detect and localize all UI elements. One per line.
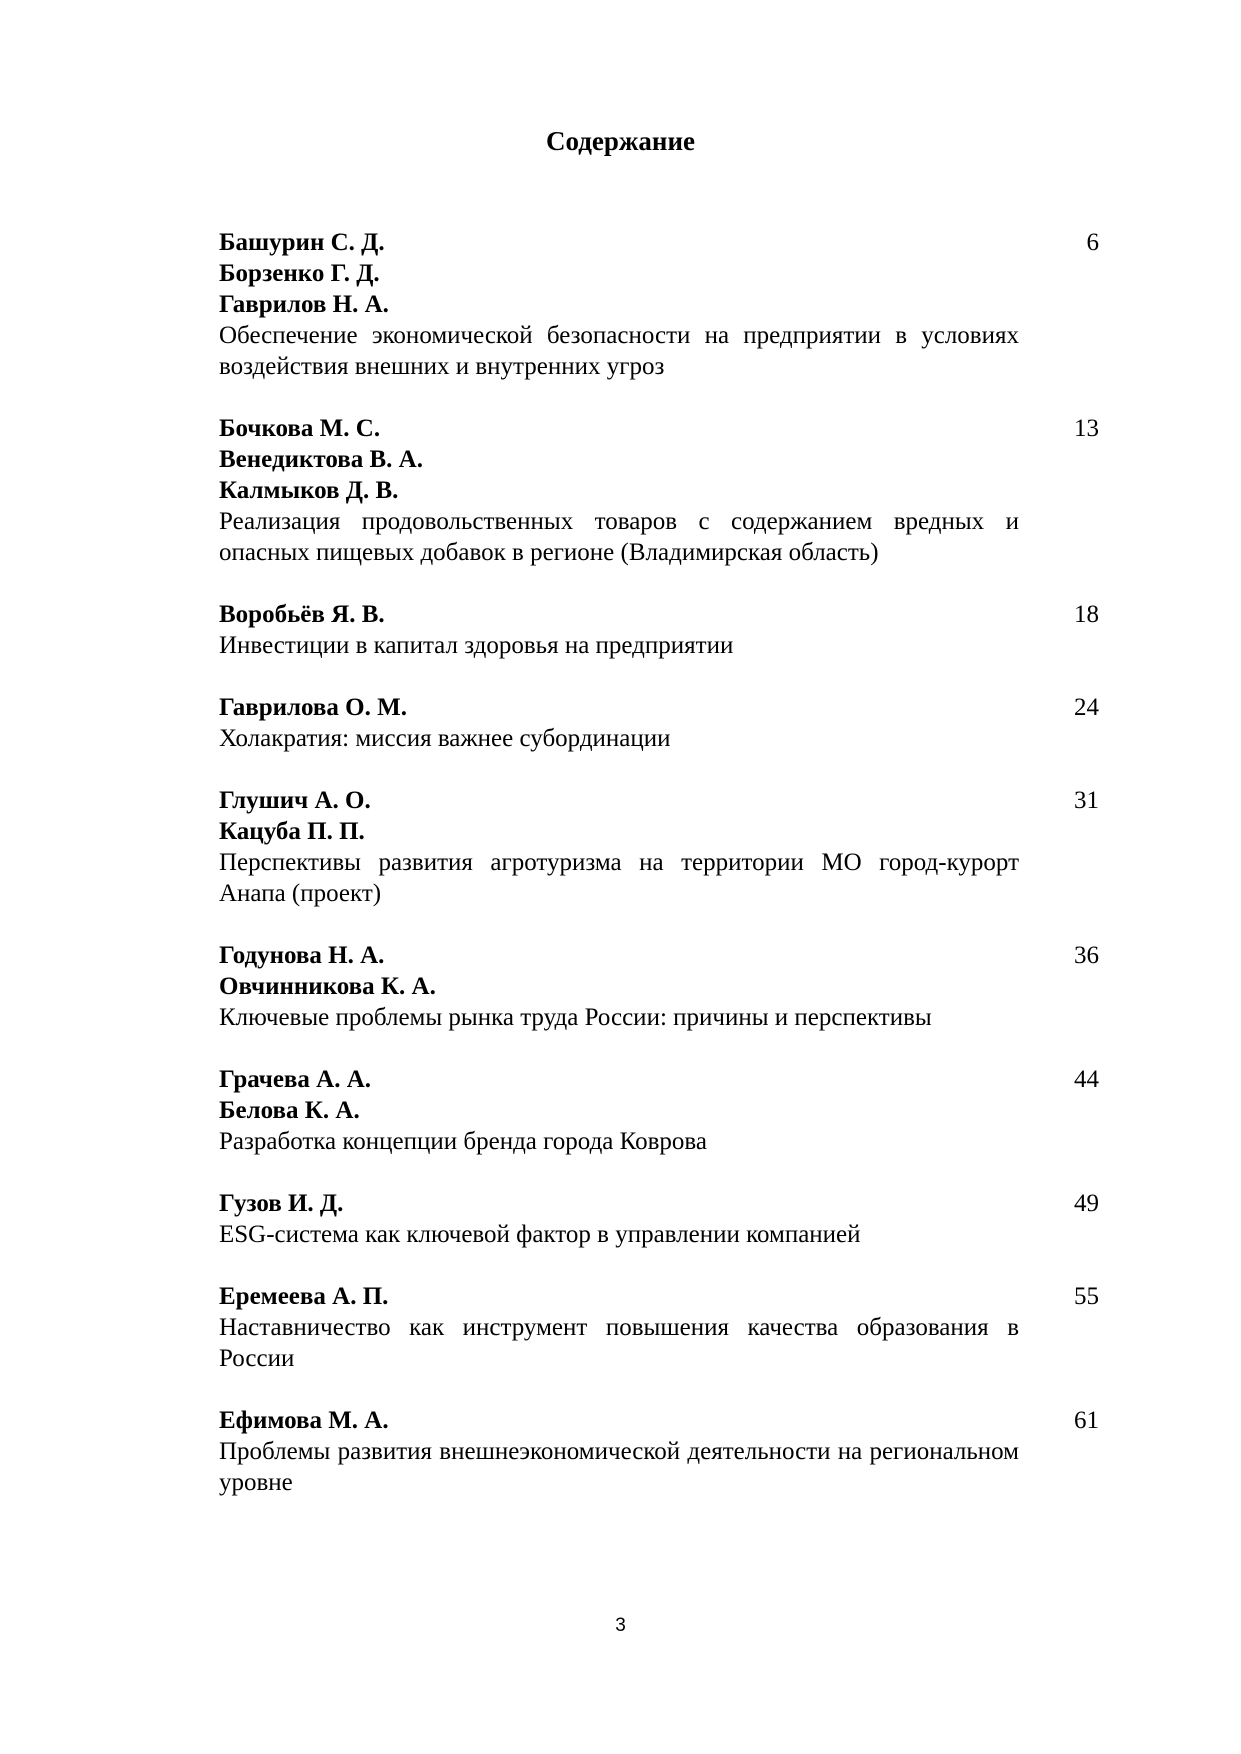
- entry-author: Еремеева А. П.: [219, 1283, 389, 1310]
- entry-authors: [219, 413, 1099, 506]
- entry-title: Ключевые проблемы рынка труда России: причины и перспективы: [219, 1004, 932, 1031]
- entry-page-number: 49: [1074, 1190, 1099, 1217]
- page-title: Содержание: [545, 126, 696, 156]
- entry-author: Борзенко Г. Д.: [219, 260, 380, 287]
- entry-authors: [219, 1405, 1099, 1436]
- entry-author: Гузов И. Д.: [219, 1190, 344, 1217]
- entry-page-number: 31: [1074, 787, 1099, 814]
- toc-entry: [219, 227, 1099, 382]
- entry-title: Реализация продовольственных товаров с содержанием вредных и опасных пищевых добавок в регионе (Владимирская область): [219, 508, 1019, 566]
- toc-entry: [219, 1064, 1099, 1157]
- toc-entry: [219, 1188, 1099, 1250]
- entry-title: Обеспечение экономической безопасности на предприятии в условиях воздействия внешних и внутренних угроз: [219, 322, 1019, 380]
- entry-author: Ефимова М. А.: [219, 1407, 389, 1434]
- entry-authors: [219, 227, 1099, 320]
- entry-author: Калмыков Д. В.: [219, 477, 399, 504]
- entry-author: Венедиктова В. А.: [219, 446, 423, 473]
- entry-authors: [219, 1281, 1099, 1312]
- toc-entry: [219, 1281, 1099, 1374]
- entry-authors: [219, 692, 1099, 723]
- toc-entry: [219, 413, 1099, 568]
- entry-authors: [219, 1188, 1099, 1219]
- entry-title: Инвестиции в капитал здоровья на предприятии: [219, 632, 734, 659]
- entry-author: Белова К. А.: [219, 1097, 360, 1124]
- page-number: 3: [615, 1615, 626, 1636]
- toc-entry: [219, 940, 1099, 1033]
- entry-author: Воробьёв Я. В.: [219, 601, 385, 628]
- entry-title: Холакратия: миссия важнее субординации: [219, 725, 671, 752]
- entry-page-number: 13: [1074, 415, 1099, 442]
- entry-author: Башурин С. Д.: [219, 229, 385, 256]
- entry-authors: [219, 599, 1099, 630]
- entry-author: Гаврилова О. М.: [219, 694, 407, 721]
- entry-authors: [219, 940, 1099, 1002]
- entry-title: ESG-система как ключевой фактор в управлении компанией: [219, 1221, 861, 1248]
- entry-page-number: 24: [1074, 694, 1099, 721]
- entry-page-number: 6: [1086, 229, 1099, 256]
- entry-author: Гаврилов Н. А.: [219, 291, 389, 318]
- entry-title: Наставничество как инструмент повышения качества образования в России: [219, 1314, 1019, 1372]
- entry-title: Перспективы развития агротуризма на территории МО город-курорт Анапа (проект): [219, 849, 1019, 907]
- entry-title: Разработка концепции бренда города Коврова: [219, 1128, 707, 1155]
- entry-page-number: 36: [1074, 942, 1099, 969]
- entry-author: Кацуба П. П.: [219, 818, 365, 845]
- entry-page-number: 55: [1074, 1283, 1099, 1310]
- table-of-contents: [219, 227, 1099, 1529]
- toc-entry: [219, 599, 1099, 661]
- entry-page-number: 18: [1074, 601, 1099, 628]
- entry-title: Проблемы развития внешнеэкономической деятельности на региональном уровне: [219, 1438, 1019, 1496]
- toc-entry: [219, 692, 1099, 754]
- entry-author: Глушич А. О.: [219, 787, 371, 814]
- entry-author: Овчинникова К. А.: [219, 973, 436, 1000]
- entry-page-number: 61: [1074, 1407, 1099, 1434]
- entry-author: Бочкова М. С.: [219, 415, 381, 442]
- toc-entry: [219, 785, 1099, 909]
- entry-author: Грачева А. А.: [219, 1066, 372, 1093]
- toc-entry: [219, 1405, 1099, 1498]
- entry-page-number: 44: [1074, 1066, 1099, 1093]
- entry-authors: [219, 785, 1099, 847]
- entry-authors: [219, 1064, 1099, 1126]
- entry-author: Годунова Н. А.: [219, 942, 385, 969]
